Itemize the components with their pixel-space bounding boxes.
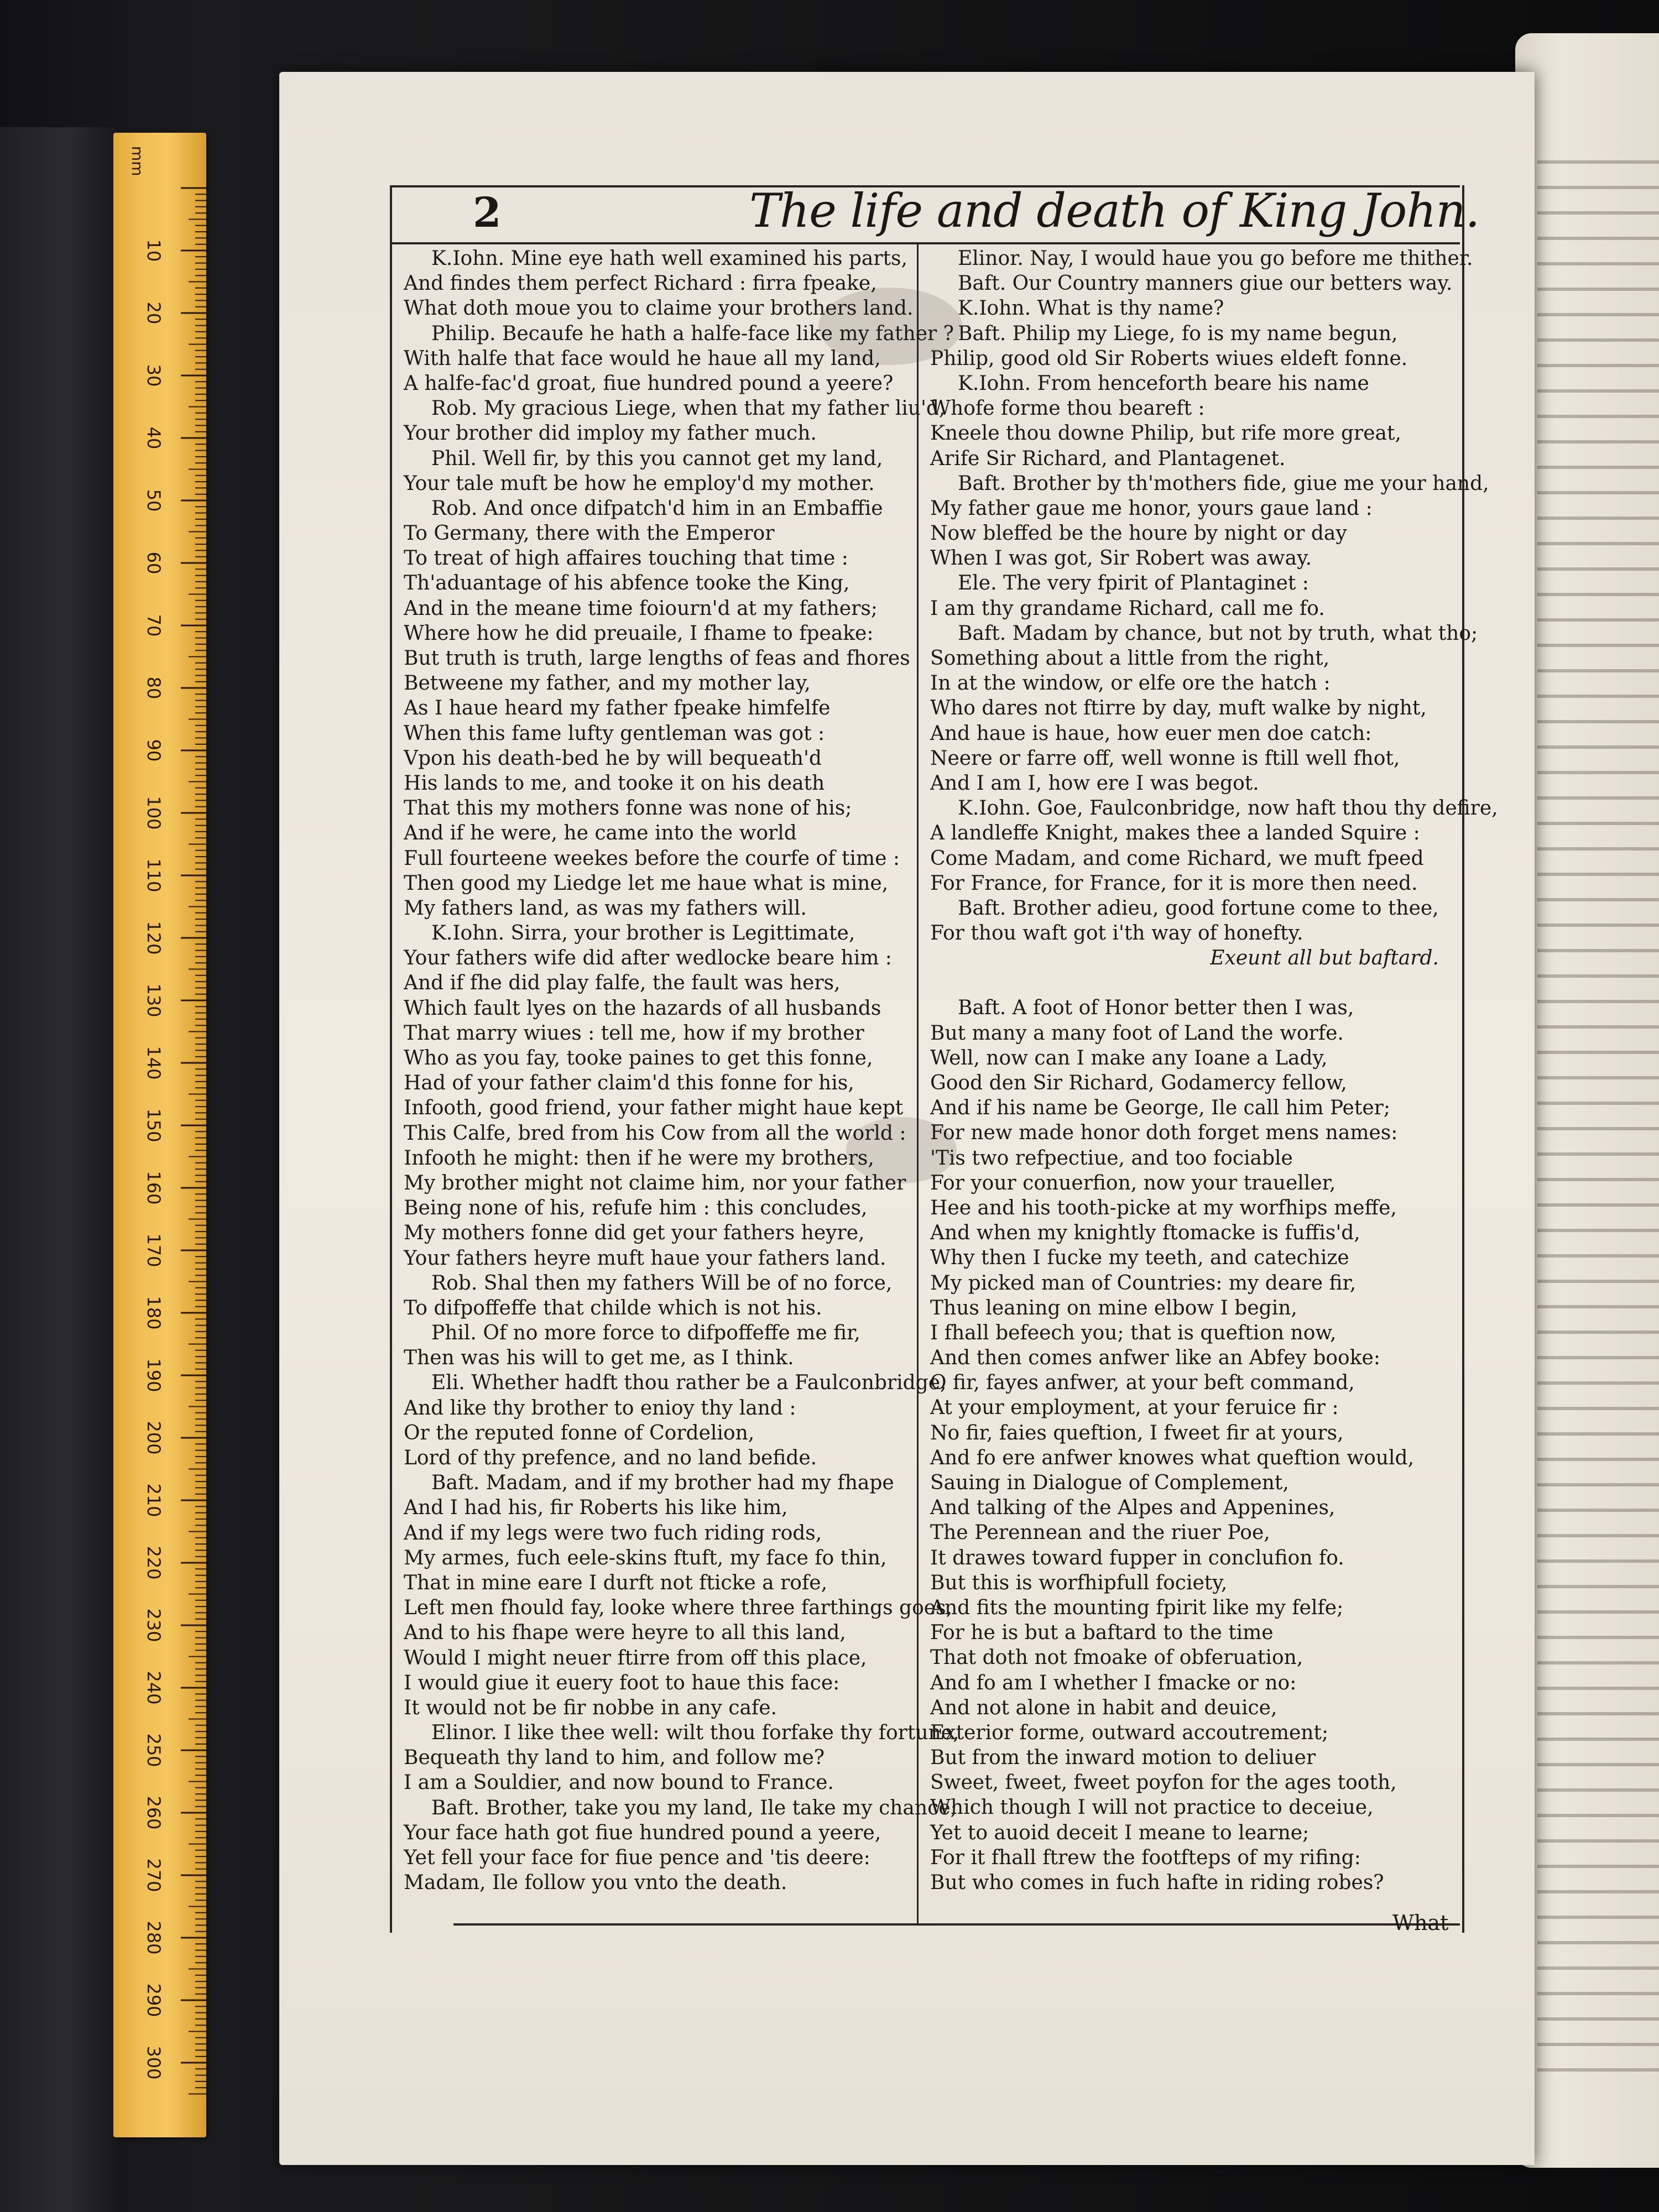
ruler-label: 80 bbox=[143, 676, 164, 700]
verse-line: And then comes anfwer like an Abfey booke: bbox=[930, 1347, 1380, 1370]
verse-line: Good den Sir Richard, Godamercy fellow, bbox=[930, 1072, 1347, 1094]
verse-line: Your fathers heyre muft haue your fathers land. bbox=[404, 1246, 886, 1270]
ruler-label: 200 bbox=[143, 1421, 164, 1455]
verse-line: No fir, faies queftion, I fweet fir at yours, bbox=[930, 1421, 1344, 1444]
verse-line: Why then I fucke my teeth, and catechize bbox=[930, 1246, 1349, 1270]
verse-line: With halfe that face would he haue all my land, bbox=[404, 347, 881, 370]
verse-line: Being none of his, refufe him : this concludes, bbox=[404, 1197, 868, 1220]
speech-line: Eli. Whether hadft thou rather be a Faulconbridge, bbox=[431, 1371, 947, 1395]
verse-line: Whofe forme thou beareft : bbox=[930, 397, 1205, 420]
verse-line: And like thy brother to enioy thy land : bbox=[404, 1396, 796, 1420]
verse-line: To treat of high affaires touching that time : bbox=[404, 547, 848, 570]
ruler-scale bbox=[113, 133, 206, 2137]
verse-line: Hee and his tooth-picke at my worfhips meffe, bbox=[930, 1196, 1397, 1219]
verse-line: Your face hath got fiue hundred pound a yeere, bbox=[404, 1821, 881, 1844]
verse-line: And if fhe did play falfe, the fault was hers, bbox=[404, 972, 841, 995]
verse-line: For he is but a baftard to the time bbox=[930, 1621, 1274, 1645]
ruler-label: 30 bbox=[143, 364, 164, 387]
ruler-label: 120 bbox=[143, 921, 164, 955]
verse-line: Who dares not ftirre by day, muft walke by night, bbox=[930, 697, 1427, 720]
verse-line: I would giue it euery foot to haue this face: bbox=[404, 1671, 840, 1694]
verse-line: Left men fhould fay, looke where three farthings goes, bbox=[404, 1597, 952, 1620]
speech-line: Baft. Brother by th'mothers fide, giue me your hand, bbox=[958, 472, 1489, 495]
verse-line: But this is worfhipfull fociety, bbox=[930, 1571, 1228, 1594]
ruler-label: 250 bbox=[143, 1733, 164, 1767]
verse-line: A landleffe Knight, makes thee a landed Squire : bbox=[930, 822, 1420, 845]
verse-line: Thus leaning on mine elbow I begin, bbox=[930, 1296, 1297, 1319]
verse-line: That doth not fmoake of obferuation, bbox=[930, 1646, 1303, 1670]
speech-line: Baft. Brother, take you my land, Ile take my chance; bbox=[431, 1796, 957, 1819]
speech-line: K.Iohn. From henceforth beare his name bbox=[958, 372, 1369, 395]
verse-line: Neere or farre off, well wonne is ftill well fhot, bbox=[930, 747, 1400, 770]
verse-line: I am thy grandame Richard, call me fo. bbox=[930, 597, 1325, 620]
verse-line: And fo am I whether I fmacke or no: bbox=[930, 1671, 1297, 1694]
ruler-label: 220 bbox=[143, 1546, 164, 1580]
verse-line: Had of your father claim'd this fonne for his, bbox=[404, 1072, 854, 1095]
verse-line: Exterior forme, outward accoutrement; bbox=[930, 1721, 1329, 1744]
speech-line: Baft. Our Country manners giue our betters way. bbox=[958, 272, 1453, 295]
verse-line: Madam, Ile follow you vnto the death. bbox=[404, 1871, 787, 1895]
facing-page-text-blur bbox=[1537, 144, 1659, 2079]
verse-line: And I am I, how ere I was begot. bbox=[930, 771, 1259, 795]
verse-line: Kneele thou downe Philip, but rife more great, bbox=[930, 422, 1401, 445]
speech-line: K.Iohn. What is thy name? bbox=[958, 297, 1224, 320]
speech-line: Baft. Brother adieu, good fortune come to thee, bbox=[958, 896, 1439, 920]
speech-line: Baft. Madam by chance, but not by truth, what tho; bbox=[958, 622, 1478, 645]
verse-line: And when my knightly ftomacke is fuffis'd, bbox=[930, 1222, 1360, 1245]
speech-line: K.Iohn. Goe, Faulconbridge, now haft thou thy defire, bbox=[958, 797, 1498, 820]
stage-direction: Exeunt all but baftard. bbox=[1210, 947, 1439, 970]
verse-line: That marry wiues : tell me, how if my brother bbox=[404, 1021, 864, 1045]
verse-line: Now bleffed be the houre by night or day bbox=[930, 522, 1347, 545]
verse-line: Would I might neuer ftirre from off this place, bbox=[404, 1646, 867, 1670]
verse-line: Yet fell your face for fiue pence and 'tis deere: bbox=[404, 1846, 870, 1869]
speech-line: K.Iohn. Mine eye hath well examined his parts, bbox=[431, 247, 907, 270]
speech-line: Baft. Madam, and if my brother had my fhape bbox=[431, 1472, 894, 1495]
verse-line: 'Tis two refpectiue, and too fociable bbox=[930, 1146, 1293, 1170]
verse-line: When this fame lufty gentleman was got : bbox=[404, 722, 825, 745]
speech-line: Philip. Becaufe he hath a halfe-face like my father ? bbox=[431, 322, 954, 345]
verse-line bbox=[930, 971, 1455, 995]
verse-line: Sweet, fweet, fweet poyfon for the ages tooth, bbox=[930, 1771, 1397, 1794]
verse-line: That this my mothers fonne was none of his; bbox=[404, 797, 852, 820]
ruler-label: 60 bbox=[143, 551, 164, 575]
verse-line: For France, for France, for it is more then need. bbox=[930, 872, 1418, 895]
ruler-label: 300 bbox=[143, 2046, 164, 2080]
verse-line: My fathers land, as was my fathers will. bbox=[404, 896, 807, 920]
column-divider bbox=[917, 243, 919, 1924]
verse-line: And in the meane time foiourn'd at my fathers; bbox=[404, 597, 878, 620]
verse-line: In at the window, or elfe ore the hatch : bbox=[930, 672, 1331, 695]
verse-line: I fhall befeech you; that is queftion now, bbox=[930, 1321, 1337, 1344]
verse-line: This Calfe, bred from his Cow from all the world : bbox=[404, 1121, 906, 1145]
verse-line: And fits the mounting fpirit like my felfe; bbox=[930, 1596, 1344, 1619]
verse-line: Full fourteene weekes before the courfe of time : bbox=[404, 847, 900, 870]
speech-line: Elinor. Nay, I would haue you go before me thither. bbox=[958, 247, 1473, 270]
ruler-label: 160 bbox=[143, 1171, 164, 1205]
ruler-label: 140 bbox=[143, 1046, 164, 1080]
ruler-unit: mm bbox=[128, 146, 147, 176]
ruler-label: 180 bbox=[143, 1296, 164, 1330]
verse-line: Come Madam, and come Richard, we muft fpeed bbox=[930, 847, 1424, 870]
verse-line: Something about a little from the right, bbox=[930, 647, 1330, 670]
ruler-label: 270 bbox=[143, 1858, 164, 1892]
verse-line: Your brother did imploy my father much. bbox=[404, 422, 817, 445]
ruler-label: 230 bbox=[143, 1608, 164, 1642]
header-rule-bottom bbox=[390, 242, 1460, 244]
verse-line: And if his name be George, Ile call him Peter; bbox=[930, 1097, 1390, 1120]
verse-line: Sauing in Dialogue of Complement, bbox=[930, 1472, 1289, 1494]
speech-line: Baft. A foot of Honor better then I was, bbox=[958, 997, 1354, 1020]
verse-line: Then was his will to get me, as I think. bbox=[404, 1347, 794, 1370]
verse-line: To difpoffeffe that childe which is not his. bbox=[404, 1296, 822, 1319]
verse-line: O fir, fayes anfwer, at your beft command, bbox=[930, 1371, 1355, 1395]
ruler-label: 260 bbox=[143, 1796, 164, 1830]
verse-line: Or the reputed fonne of Cordelion, bbox=[404, 1421, 755, 1444]
catchword: What bbox=[1392, 1911, 1449, 1935]
verse-line: And to his fhape were heyre to all this land, bbox=[404, 1621, 846, 1645]
verse-line: My father gaue me honor, yours gaue land : bbox=[930, 497, 1373, 520]
ruler-label: 130 bbox=[143, 983, 164, 1018]
right-text-column bbox=[930, 246, 1498, 1895]
verse-line: And talking of the Alpes and Appenines, bbox=[930, 1496, 1335, 1520]
speech-line: Ele. The very fpirit of Plantaginet : bbox=[958, 572, 1309, 595]
verse-line: At your employment, at your feruice fir : bbox=[930, 1396, 1339, 1420]
verse-line: Yet to auoid deceit I meane to learne; bbox=[930, 1821, 1310, 1844]
verse-line: To Germany, there with the Emperor bbox=[404, 522, 775, 545]
verse-line: My picked man of Countries: my deare fir, bbox=[930, 1271, 1357, 1295]
verse-line: But truth is truth, large lengths of feas and fhores bbox=[404, 647, 910, 670]
verse-line: But who comes in fuch hafte in riding robes? bbox=[930, 1871, 1384, 1894]
verse-line: I am a Souldier, and now bound to France. bbox=[404, 1771, 834, 1794]
verse-line: Your fathers wife did after wedlocke beare him : bbox=[404, 947, 892, 970]
verse-line: It would not be fir nobbe in any cafe. bbox=[404, 1696, 777, 1719]
verse-line: My brother might not claime him, nor your father bbox=[404, 1171, 906, 1194]
verse-line: When I was got, Sir Robert was away. bbox=[930, 547, 1312, 570]
running-title: The life and death of King John. bbox=[749, 184, 1480, 238]
page-number: 2 bbox=[473, 189, 502, 237]
ruler-label: 240 bbox=[143, 1671, 164, 1705]
ruler-label: 290 bbox=[143, 1983, 164, 2017]
verse-line: But from the inward motion to deliuer bbox=[930, 1746, 1316, 1770]
verse-line: His lands to me, and tooke it on his death bbox=[404, 771, 825, 795]
ruler-label: 190 bbox=[143, 1358, 164, 1392]
measuring-ruler bbox=[113, 133, 206, 2137]
verse-line: Infooth he might: then if he were my brothers, bbox=[404, 1146, 874, 1170]
verse-line: And findes them perfect Richard : firra fpeake, bbox=[404, 272, 877, 295]
ruler-label: 20 bbox=[143, 301, 164, 325]
left-text-column bbox=[404, 246, 959, 1895]
verse-line: Infooth, good friend, your father might haue kept bbox=[404, 1097, 904, 1120]
verse-line: And haue is haue, how euer men doe catch: bbox=[930, 722, 1372, 745]
verse-line: Which though I will not practice to deceiue, bbox=[930, 1796, 1374, 1819]
verse-line: And if my legs were two fuch riding rods, bbox=[404, 1521, 822, 1545]
speech-line: Phil. Well fir, by this you cannot get my land, bbox=[431, 447, 883, 470]
facing-page-edge bbox=[1515, 33, 1659, 2168]
ruler-label: 90 bbox=[143, 739, 164, 762]
speech-line: Rob. My gracious Liege, when that my father liu'd, bbox=[431, 397, 946, 420]
verse-line: What doth moue you to claime your brothers land. bbox=[404, 297, 914, 320]
verse-line: Philip, good old Sir Roberts wiues eldeft fonne. bbox=[930, 347, 1408, 370]
verse-line: But many a many foot of Land the worfe. bbox=[930, 1021, 1344, 1045]
verse-line: Lord of thy prefence, and no land befide. bbox=[404, 1447, 817, 1469]
ruler-label: 170 bbox=[143, 1233, 164, 1267]
ruler-label: 40 bbox=[143, 426, 164, 450]
speech-line: Elinor. I like thee well: wilt thou forfake thy fortune, bbox=[431, 1721, 959, 1745]
verse-line: Who as you fay, tooke paines to get this fonne, bbox=[404, 1047, 873, 1070]
verse-line: For your conuerfion, now your traueller, bbox=[930, 1171, 1336, 1194]
verse-line: For thou waft got i'th way of honefty. bbox=[930, 922, 1303, 945]
verse-line: Well, now can I make any Ioane a Lady, bbox=[930, 1046, 1328, 1070]
verse-line: And if he were, he came into the world bbox=[404, 822, 797, 845]
verse-line: My mothers fonne did get your fathers heyre, bbox=[404, 1222, 865, 1245]
ruler-label: 280 bbox=[143, 1921, 164, 1955]
verse-line: That in mine eare I durft not fticke a rofe, bbox=[404, 1571, 828, 1594]
verse-line: The Perennean and the riuer Poe, bbox=[930, 1521, 1270, 1545]
ruler-label: 50 bbox=[143, 489, 164, 512]
verse-line: Vpon his death-bed he by will bequeath'd bbox=[404, 747, 822, 770]
footer-rule bbox=[453, 1923, 1460, 1926]
verse-line: Your tale muft be how he employ'd my mother. bbox=[404, 472, 875, 495]
verse-line: Where how he did preuaile, I fhame to fpeake: bbox=[404, 622, 874, 645]
ruler-label: 70 bbox=[143, 614, 164, 637]
verse-line: My armes, fuch eele-skins ftuft, my face fo thin, bbox=[404, 1546, 887, 1569]
verse-line: For it fhall ftrew the footfteps of my rifing: bbox=[930, 1846, 1361, 1869]
speech-line: Rob. Shal then my fathers Will be of no force, bbox=[431, 1271, 893, 1295]
speech-line: K.Iohn. Sirra, your brother is Legittimate, bbox=[431, 922, 855, 945]
ruler-label: 150 bbox=[143, 1108, 164, 1142]
verse-line: Bequeath thy land to him, and follow me? bbox=[404, 1746, 825, 1770]
ruler-label: 100 bbox=[143, 796, 164, 830]
verse-line: For new made honor doth forget mens names: bbox=[930, 1121, 1398, 1145]
verse-line: Then good my Liedge let me haue what is mine, bbox=[404, 872, 889, 895]
verse-line: Arife Sir Richard, and Plantagenet. bbox=[930, 447, 1286, 470]
ruler-label: 210 bbox=[143, 1483, 164, 1517]
verse-line: As I haue heard my father fpeake himfelfe bbox=[404, 697, 831, 720]
verse-line: A halfe-fac'd groat, fiue hundred pound a yeere? bbox=[404, 372, 894, 395]
ruler-label: 110 bbox=[143, 858, 164, 893]
verse-line: And not alone in habit and deuice, bbox=[930, 1696, 1277, 1719]
verse-line: Which fault lyes on the hazards of all husbands bbox=[404, 997, 881, 1020]
speech-line: Baft. Philip my Liege, fo is my name begun, bbox=[958, 322, 1398, 345]
book-cover-edge bbox=[0, 127, 116, 2212]
ruler-label: 10 bbox=[143, 239, 164, 262]
verse-line: And fo ere anfwer knowes what queftion would, bbox=[930, 1446, 1415, 1469]
verse-line: Betweene my father, and my mother lay, bbox=[404, 672, 811, 695]
verse-line: And I had his, fir Roberts his like him, bbox=[404, 1496, 788, 1520]
verse-line: Th'aduantage of his abfence tooke the King, bbox=[404, 572, 850, 595]
verse-line: It drawes toward fupper in conclufion fo. bbox=[930, 1546, 1344, 1569]
speech-line: Phil. Of no more force to difpoffeffe me fir, bbox=[431, 1322, 860, 1345]
speech-line: Rob. And once difpatch'd him in an Embaffie bbox=[431, 497, 883, 520]
